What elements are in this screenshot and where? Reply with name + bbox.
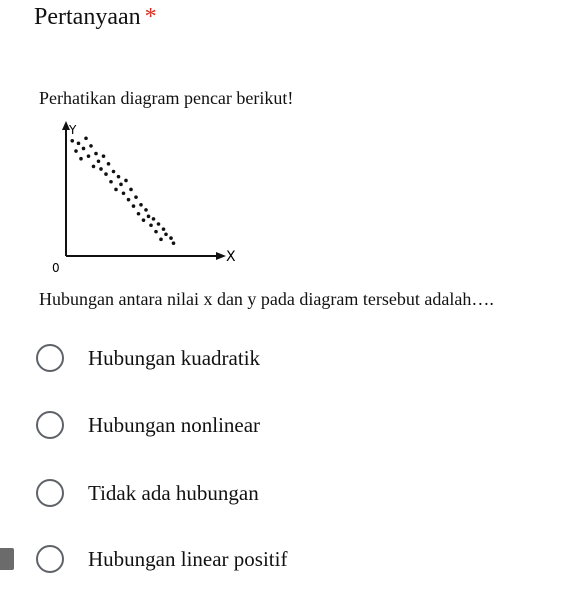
scatter-point xyxy=(107,162,111,166)
radio-button[interactable] xyxy=(36,479,64,507)
question-title-text: Pertanyaan xyxy=(34,4,141,30)
scatter-points xyxy=(70,136,175,245)
x-axis-arrow xyxy=(216,252,226,260)
option-label: Hubungan kuadratik xyxy=(88,346,261,370)
scatter-point xyxy=(84,136,88,140)
scatter-point xyxy=(164,232,168,236)
scatter-point xyxy=(154,230,158,234)
scatter-point xyxy=(94,152,98,156)
scatter-point xyxy=(137,212,141,216)
scatter-point xyxy=(104,172,108,176)
option-label: Hubungan nonlinear xyxy=(88,413,261,437)
scatter-point xyxy=(99,167,103,171)
scatter-diagram xyxy=(40,118,250,278)
radio-button[interactable] xyxy=(36,545,64,573)
scatter-point xyxy=(139,203,143,207)
scatter-point xyxy=(169,236,173,240)
scatter-point xyxy=(152,217,156,221)
question-prompt: Perhatikan diagram pencar berikut! xyxy=(39,88,294,108)
scatter-point xyxy=(70,139,74,143)
option-tidak-ada-hubungan[interactable] xyxy=(36,475,259,511)
scatter-point xyxy=(87,154,91,158)
scatter-point xyxy=(109,180,113,184)
option-hubungan-linear-positif[interactable] xyxy=(36,541,287,577)
y-axis-label: Y xyxy=(69,123,77,137)
required-asterisk: * xyxy=(144,4,157,30)
scatter-point xyxy=(79,157,83,161)
option-hubungan-kuadratik[interactable] xyxy=(36,340,260,376)
option-label: Tidak ada hubungan xyxy=(88,481,259,505)
scatter-point xyxy=(77,142,81,146)
scatter-point xyxy=(122,191,126,195)
scatter-point xyxy=(114,188,118,192)
radio-button[interactable] xyxy=(36,411,64,439)
scatter-point xyxy=(149,223,153,227)
scatter-point xyxy=(127,198,131,202)
scatter-point xyxy=(162,227,166,231)
x-axis-label: X xyxy=(226,249,236,265)
scatter-point xyxy=(134,195,138,199)
radio-button[interactable] xyxy=(36,344,64,372)
scatter-point xyxy=(157,222,161,226)
scatter-point xyxy=(102,154,106,158)
scatter-point xyxy=(129,188,133,192)
option-hubungan-nonlinear[interactable] xyxy=(36,407,260,443)
scatter-point xyxy=(172,241,176,245)
scatter-point xyxy=(97,159,101,163)
scatter-point xyxy=(82,147,86,151)
scatter-point xyxy=(144,208,148,212)
scatter-point xyxy=(147,215,151,219)
scatter-point xyxy=(74,149,78,153)
scatter-point xyxy=(119,183,123,187)
scatter-point xyxy=(124,179,128,183)
scatter-point xyxy=(112,170,116,174)
scatter-point xyxy=(159,238,163,242)
scatter-point xyxy=(142,218,146,222)
scatter-point xyxy=(92,165,96,169)
side-marker xyxy=(0,548,14,570)
scatter-point xyxy=(89,144,93,148)
question-title xyxy=(34,2,157,32)
question-text: Hubungan antara nilai x dan y pada diagram tersebut adalah…. xyxy=(39,289,494,309)
scatter-point xyxy=(132,204,136,208)
option-label: Hubungan linear positif xyxy=(88,547,288,571)
origin-label: 0 xyxy=(52,261,60,275)
scatter-point xyxy=(117,175,121,179)
